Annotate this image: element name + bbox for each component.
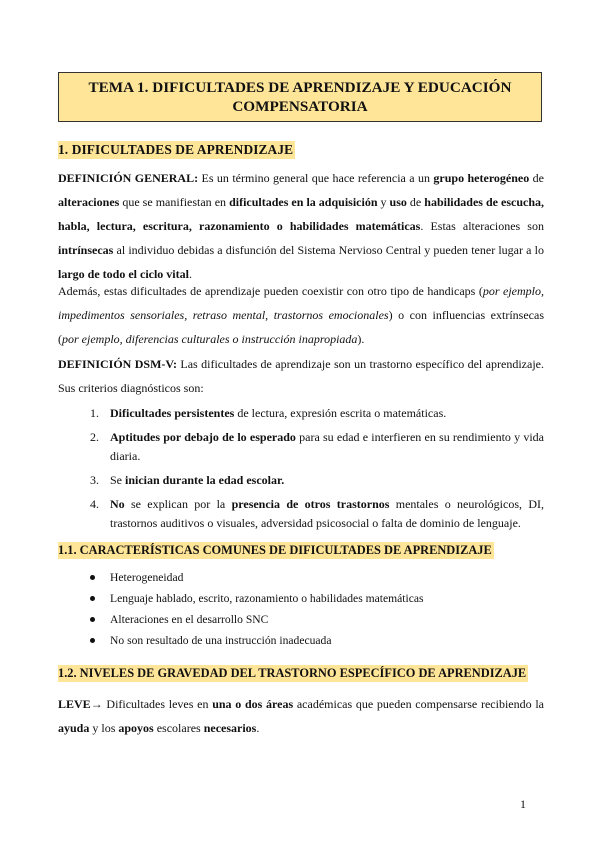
criterios-list xyxy=(58,404,544,538)
text: para su edad e interfieren en su rendimiento y vida diaria. xyxy=(110,430,545,463)
list-item xyxy=(58,567,544,588)
page-number: 1 xyxy=(520,797,526,811)
text: de xyxy=(529,171,545,185)
text: ) o con influencias extrínsecas ( xyxy=(58,308,544,346)
caracteristicas-list xyxy=(58,567,544,651)
leve-label: LEVE xyxy=(58,697,91,711)
bold-text: necesarios xyxy=(203,721,257,735)
text: Es un término general que hace referencia a un xyxy=(198,171,434,185)
bold-text: habilidades de escucha, habla, lectura, escritura, razonamiento o habilidades matemáticas xyxy=(58,195,544,233)
section-1-1-heading: 1.1. CARACTERÍSTICAS COMUNES DE DIFICULTADES DE APRENDIZAJE xyxy=(58,543,492,557)
list-item xyxy=(58,471,544,490)
text: se explican por la xyxy=(124,497,232,511)
italic-text: por ejemplo, impedimentos sensoriales, retraso mental, trastornos emocionales xyxy=(58,284,544,322)
text: al individuo debidas a disfunción del Sistema Nervioso Central y pueden tener lugar a lo xyxy=(113,243,544,257)
bullet-icon xyxy=(90,617,95,622)
text: Dificultades leves en xyxy=(102,697,213,711)
text: de lectura, expresión escrita o matemáticas. xyxy=(234,406,447,420)
bullet-icon xyxy=(90,596,95,601)
dsm-label: DEFINICIÓN DSM-V: xyxy=(58,357,177,371)
section-1-heading: 1. DIFICULTADES DE APRENDIZAJE xyxy=(58,142,294,157)
bold-text: ayuda xyxy=(58,721,90,735)
definicion-general-paragraph xyxy=(58,166,544,286)
text: que se manifiestan en xyxy=(119,195,230,209)
list-item xyxy=(58,588,544,609)
bold-text: apoyos xyxy=(118,721,154,735)
bold-text: alteraciones xyxy=(58,195,120,209)
list-number: 3. xyxy=(90,473,99,487)
list-item xyxy=(58,630,544,651)
list-item xyxy=(58,404,544,423)
bullet-icon xyxy=(90,638,95,643)
bold-text: una o dos áreas xyxy=(212,697,294,711)
document-title xyxy=(58,72,542,122)
text: y los xyxy=(89,721,119,735)
italic-text: por ejemplo, diferencias culturales o instrucción inapropiada xyxy=(62,332,358,346)
list-number: 1. xyxy=(90,406,99,420)
arrow-icon: → xyxy=(90,697,103,711)
text: Se xyxy=(110,473,125,487)
bold-text: grupo heterogéneo xyxy=(433,171,530,185)
text: No son resultado de una instrucción inadecuada xyxy=(110,634,332,647)
text: académicas que pueden compensarse recibiendo la xyxy=(293,697,544,711)
bold-text: Aptitudes por debajo de lo esperado xyxy=(110,430,296,444)
bold-text: presencia de otros trastornos xyxy=(231,497,390,511)
text: Además, estas dificultades de aprendizaje pueden coexistir con otro tipo de handicaps ( xyxy=(58,284,483,298)
text: . xyxy=(188,267,192,281)
dsm-paragraph xyxy=(58,352,544,400)
section-1-2-heading: 1.2. NIVELES DE GRAVEDAD DEL TRASTORNO ESPECÍFICO DE APRENDIZAJE xyxy=(58,666,527,680)
definicion-general-label: DEFINICIÓN GENERAL: xyxy=(58,171,199,185)
title-line-1: TEMA 1. DIFICULTADES DE APRENDIZAJE Y EDUCACIÓN xyxy=(88,79,512,96)
bold-text: largo de todo el ciclo vital xyxy=(58,267,189,281)
text: y xyxy=(377,195,390,209)
bold-text: uso xyxy=(389,195,407,209)
text: . Estas alteraciones son xyxy=(420,219,544,233)
text: ). xyxy=(357,332,365,346)
leve-paragraph xyxy=(58,692,544,740)
text: Lenguaje hablado, escrito, razonamiento o habilidades matemáticas xyxy=(110,592,424,605)
text: . xyxy=(256,721,260,735)
list-item xyxy=(58,609,544,630)
ademas-paragraph xyxy=(58,279,544,351)
text: escolares xyxy=(153,721,204,735)
bold-text: intrínsecas xyxy=(58,243,114,257)
text: Alteraciones en el desarrollo SNC xyxy=(110,613,269,626)
list-item xyxy=(58,495,544,533)
list-number: 4. xyxy=(90,497,99,511)
bold-text: Dificultades persistentes xyxy=(110,406,235,420)
bold-text: No xyxy=(110,497,125,511)
text: Heterogeneidad xyxy=(110,571,184,584)
bold-text: inician durante la edad escolar. xyxy=(125,473,285,487)
title-line-2: COMPENSATORIA xyxy=(232,98,368,115)
text: mentales o neurológicos, DI, trastornos auditivos o visuales, adversidad psicosocial o falta de dominio de lenguaje. xyxy=(110,497,544,530)
bold-text: dificultades en la adquisición xyxy=(229,195,378,209)
list-number: 2. xyxy=(90,430,99,444)
text: Las dificultades de aprendizaje son un trastorno específico del aprendizaje. Sus criterios diagnósticos son: xyxy=(58,357,544,395)
list-item xyxy=(58,428,544,466)
text: de xyxy=(406,195,425,209)
bullet-icon xyxy=(90,575,95,580)
